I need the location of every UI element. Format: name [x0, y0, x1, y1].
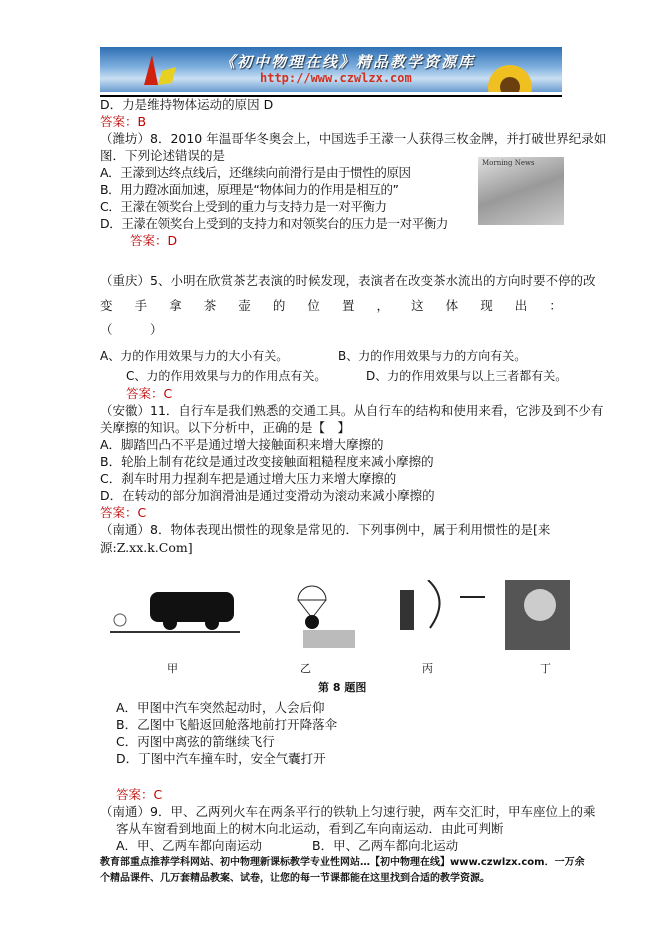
question-stem-justified: 变 手 拿 茶 壶 的 位 置 ， 这 体 现 出 ：: [100, 298, 562, 313]
footer-line: 教育部重点推荐学科网站、初中物理新课标教学专业性网站…【初中物理在线】www.czwlzx.com．一万余: [100, 857, 585, 868]
site-banner[interactable]: [100, 47, 562, 92]
answer: 答案：C: [100, 505, 147, 520]
answer: 答案：B: [100, 114, 147, 129]
question-stem: （安徽）11．自行车是我们熟悉的交通工具。从自行车的结构和使用来看，它涉及到不少有: [100, 403, 604, 418]
question-stem: 源:Z.xx.k.Com]: [100, 540, 193, 555]
banner-url[interactable]: http://www.czwlzx.com: [260, 71, 412, 85]
answer: 答案：D: [130, 233, 178, 248]
figure-caption: 第 8 题图: [318, 681, 367, 694]
option-a: A．甲、乙两车都向南运动: [116, 838, 263, 853]
figure-label: 乙: [300, 662, 311, 675]
option-d: D．力是维持物体运动的原因 D: [100, 97, 274, 112]
question-stem: （南通）8．物体表现出惯性的现象是常见的．下列事例中，属于利用惯性的是[来: [100, 522, 551, 537]
airbag-illustration: [505, 580, 570, 650]
option-b: B．甲、乙两车都向北运动: [312, 838, 459, 853]
option-c: C．丙图中离弦的箭继续飞行: [116, 734, 275, 749]
photo-caption: Morning News: [482, 159, 535, 167]
footer-line: 个精品课件、几万套精品教案、试卷，让您的每一节课都能在这里找到合适的教学资源。: [100, 873, 490, 884]
option-b: B．用力蹬冰面加速，原理是“物体间力的作用是相互的”: [100, 182, 399, 197]
question-stem: （南通）9．甲、乙两列火车在两条平行的铁轨上匀速行驶，两车交汇时，甲车座位上的乘: [100, 804, 596, 819]
option-c: C、力的作用效果与力的作用点有关。: [126, 369, 327, 383]
option-d: D、力的作用效果与以上三者都有关。: [366, 369, 568, 383]
figure-label: 丁: [540, 662, 551, 675]
car-illustration: [110, 592, 240, 632]
option-a: A．王濛到达终点线后，还继续向前滑行是由于惯性的原因: [100, 165, 411, 180]
banner-title: 《初中物理在线》精品教学资源库: [220, 53, 476, 71]
figure-label: 甲: [167, 662, 178, 675]
skating-photo: [478, 157, 564, 225]
question-stem: 关摩擦的知识。以下分析中，正确的是【 】: [100, 420, 351, 435]
figure-label: 丙: [422, 662, 433, 675]
option-a: A、力的作用效果与力的大小有关。: [100, 349, 289, 363]
answer-blank: （ ）: [100, 322, 163, 337]
answer: 答案：C: [116, 787, 163, 802]
question-stem: 客从车窗看到地面上的树木向北运动，看到乙车向南运动．由此可判断: [116, 821, 504, 836]
logo-icon: [140, 53, 180, 89]
option-a: A．脚踏凹凸不平是通过增大接触面积来增大摩擦的: [100, 437, 384, 452]
option-c: C．王濛在领奖台上受到的重力与支持力是一对平衡力: [100, 199, 387, 214]
option-d: D．在转动的部分加润滑油是通过变滑动为滚动来减小摩擦的: [100, 488, 435, 503]
option-b: B、力的作用效果与力的方向有关。: [338, 349, 527, 363]
sunflower-icon: [480, 59, 540, 92]
option-c: C．刹车时用力捏刹车把是通过增大压力来增大摩擦的: [100, 471, 397, 486]
question-stem: （重庆）5、小明在欣赏茶艺表演的时候发现，表演者在改变茶水流出的方向时要不停的改: [100, 273, 596, 288]
option-b: B．轮胎上制有花纹是通过改变接触面粗糙程度来减小摩擦的: [100, 454, 434, 469]
parachute-illustration: [298, 586, 355, 648]
option-a: A．甲图中汽车突然起动时，人会后仰: [116, 700, 325, 715]
question-stem: 图．下列论述错误的是: [100, 148, 226, 163]
option-d: D．王濛在领奖台上受到的支持力和对领奖台的压力是一对平衡力: [100, 216, 449, 231]
figure-8-illustrations: [100, 580, 570, 660]
answer: 答案：C: [126, 386, 173, 401]
archer-illustration: [400, 580, 485, 630]
question-stem: （潍坊）8．2010 年温哥华冬奥会上，中国选手王濛一人获得三枚金牌，并打破世界纪录如: [100, 131, 607, 146]
option-b: B．乙图中飞船返回舱落地前打开降落伞: [116, 717, 338, 732]
option-d: D．丁图中汽车撞车时，安全气囊打开: [116, 751, 326, 766]
